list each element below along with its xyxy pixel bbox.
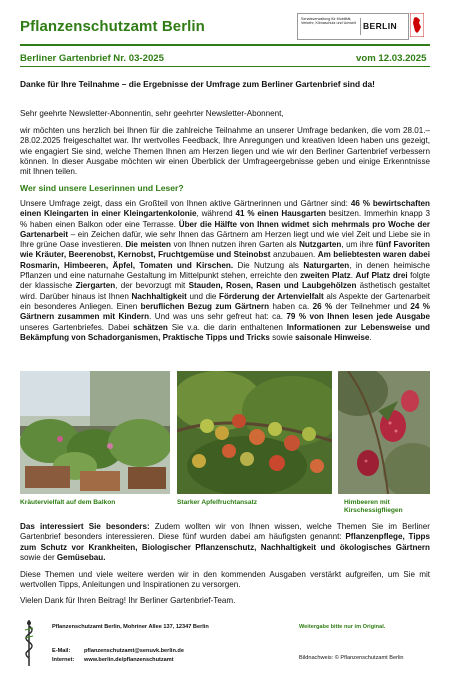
section-title: Wer sind unsere Leserinnen und Leser? <box>20 183 184 193</box>
thanks-line: Vielen Dank für Ihren Beitrag! Ihr Berliner Gartenbrief-Team. <box>20 596 236 605</box>
email-link[interactable]: pflanzenschutzamt@senuvk.berlin.de <box>84 648 184 654</box>
header-rule <box>20 44 430 46</box>
aesculapius-staff-icon <box>20 618 38 668</box>
issue-date: vom 12.03.2025 <box>356 53 427 64</box>
berlin-wordmark: BERLIN <box>363 21 398 31</box>
internet-label: Internet: <box>52 656 75 663</box>
email-label: E-Mail: <box>52 648 71 654</box>
balcony-photo <box>20 371 170 494</box>
closing-paragraph: Diese Themen und viele weitere werden wir in den kommenden Ausgaben verstärkt aufgreifen, um Sie mit wertvollen Tipps, Anleitungen und Inspirationen zu versorgen. <box>20 570 430 590</box>
footer-contact <box>52 647 184 664</box>
photo-caption: Starker Apfelfruchtansatz <box>177 499 258 506</box>
photo-caption: Kräutervielfalt auf dem Balkon <box>20 499 116 506</box>
footer-pass-on-note: Weitergabe bitte nur im Original. <box>299 624 386 630</box>
brand-title: Pflanzenschutzamt Berlin <box>20 18 205 35</box>
survey-results-paragraph: Unsere Umfrage zeigt, dass ein Großteil von Ihnen aktive Gärtnerinnen und Gärtner sind: 46 % bewirtschaften einen Kleingarten in einer Kleingartenkolonie, während 41 % einen Hausgarten besitzen. Immerhin knapp 3 % haben einen Balkon oder eine Terrasse. Über die Hälfte von Ihnen widmet sich mehrmals pro Woche der Gartenarbeit – ein Zeichen dafür, wie sehr Ihnen das Gärtnern am Herzen liegt und wie viel Zeit und Liebe sie in Ihre grüne Oase investieren. Die meisten von Ihnen nutzen ihren Garten als Nutzgarten, um ihre fünf Favoriten wie Kräuter, Beerenobst, Kernobst, Fruchtgemüse und Steinobst anzubauen. Am beliebtesten waren dabei Rosmarin, Himbeeren, Äpfel, Tomaten und Kirschen. Die Nutzung als Naturgarten, in denen heimische Pflanzen und eine naturnahe Gestaltung im Mittelpunkt stehen, erreichte den zweiten Platz. Auf Platz drei folgte der klassische Ziergarten, der bevorzugt mit Stauden, Rosen, Rasen und Laubgehölzen ästhetisch gestaltet wird. Darüber hinaus ist Ihnen Nachhaltigkeit und die Förderung der Artenvielfalt als Aspekte der Gartenarbeit ein besonderes Anliegen. Einen beruflichen Bezug zum Gärtnern haben ca. 26 % der Teilnehmer und 24 % Gärtnern zusammen mit Kindern. Und was uns sehr gefreut hat: ca. 79 % von Ihnen lesen jede Ausgabe unseres Gartenbriefes. Dabei schätzen Sie v.a. die darin enthaltenen Informationen zur Lebensweise und Bekämpfung von Schadorganismen, Praktische Tipps und Tricks sowie saisonale Hinweise. <box>20 199 431 342</box>
apple-tree-photo <box>177 371 332 494</box>
internet-link[interactable]: www.berlin.de/pflanzenschutzamt <box>84 656 174 663</box>
headline: Danke für Ihre Teilnahme – die Ergebnisse der Umfrage zum Berliner Gartenbrief sind da! <box>20 79 375 89</box>
footer-address: Pflanzenschutzamt Berlin, Mohriner Allee 137, 12347 Berlin <box>52 624 209 630</box>
greeting: Sehr geehrte Newsletter-Abonnentin, sehr geehrter Newsletter-Abonnent, <box>20 109 284 118</box>
senat-logo <box>297 13 409 40</box>
photo-credit: Bildnachweis: © Pflanzenschutzamt Berlin <box>299 655 404 661</box>
raspberry-photo <box>338 371 430 494</box>
interests-paragraph: Das interessiert Sie besonders: Zudem wollten wir von Ihnen wissen, welche Themen Sie im Berliner Gartenbrief besonders interessieren. Diese fünf wurden dabei am häufigsten genannt: Pflanzenpflege, Tipps zum Schutz vor Krankheiten, Biologischer Pflanzenschutz, Nachhaltigkeit und ökologisches Gärtnern sowie der Gemüsebau. <box>20 522 430 562</box>
subheader-rule <box>20 66 430 67</box>
logo-divider <box>360 18 361 35</box>
intro-paragraph: wir möchten uns herzlich bei Ihnen für die zahlreiche Teilnahme an unserer Umfrage bedanken, die vom 28.01.– 28.02.2025 freigeschaltet war. Ihr wertvolles Feedback, Ihre Anregungen und kreativen Ideen haben uns gezeigt, wie engagiert Sie sind, welche Themen Ihnen am Herzen liegen und wie wir den Berliner Gartenbrief verbessern können. In dieser Ausgabe möchten wir einen Überblick der Umfrageergebnisse geben und einige Erkenntnisse mit Ihnen teilen. <box>20 126 430 177</box>
photo-caption: Himbeeren mit Kirschessigfliegen <box>344 499 403 514</box>
issue-number: Berliner Gartenbrief Nr. 03-2025 <box>20 53 164 64</box>
berlin-bear-icon <box>410 13 424 37</box>
senat-text: Senatsverwaltung für Mobilität, Verkehr, Klimaschutz und Umwelt <box>301 17 356 26</box>
